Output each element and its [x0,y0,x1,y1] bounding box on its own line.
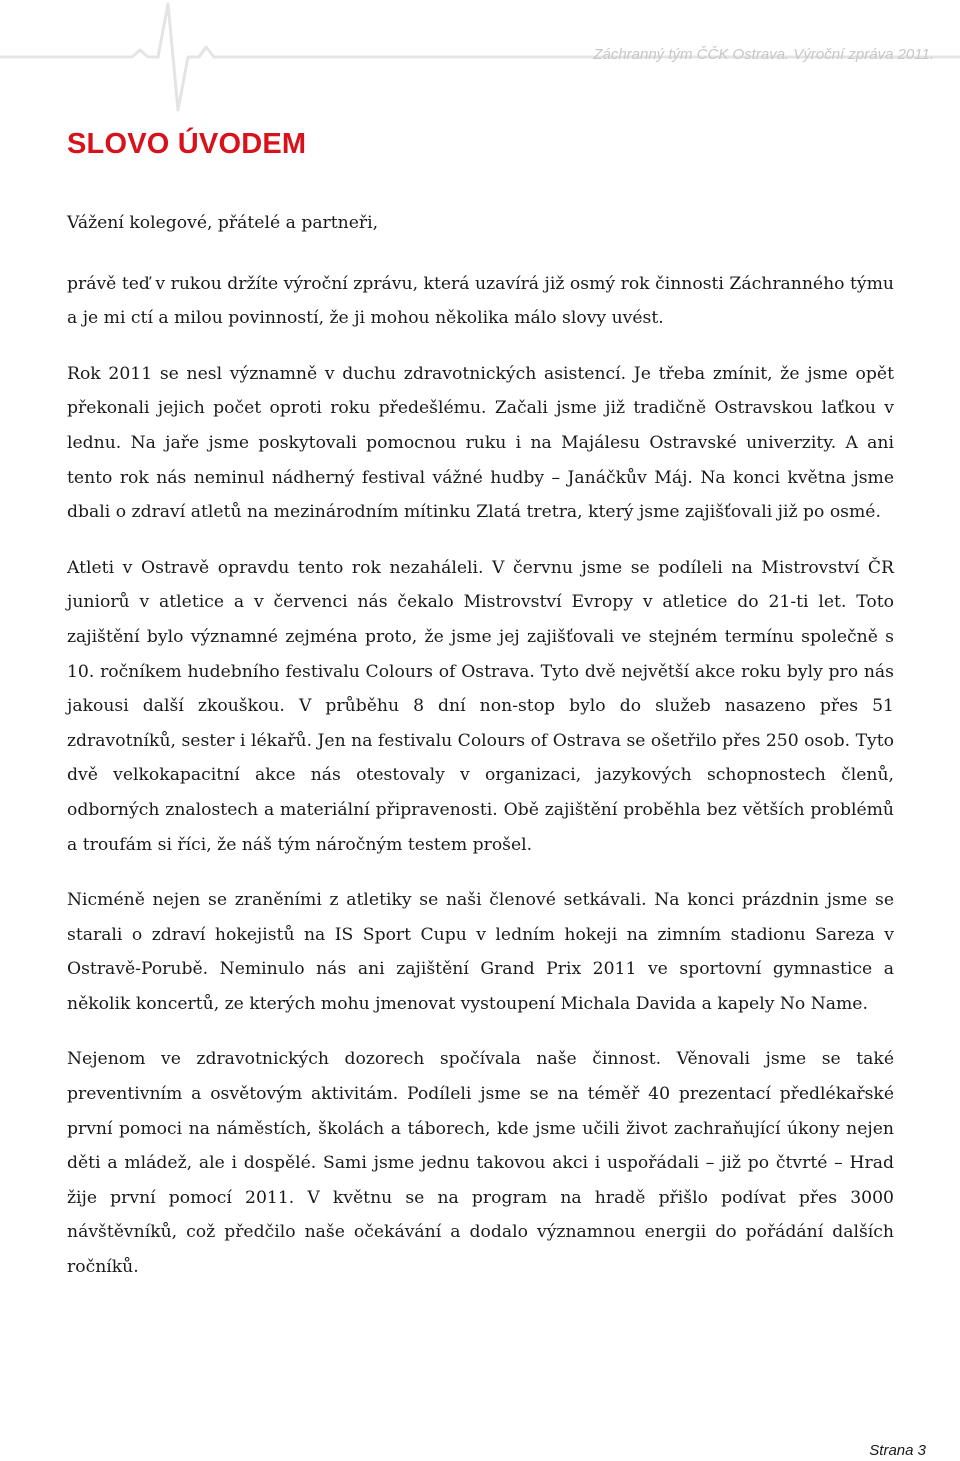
paragraph: Atleti v Ostravě opravdu tento rok nezaháleli. V červnu jsme se podíleli na Mistrovství ČR juniorů v atletice a v červenci nás čekalo Mistrovství Evropy v atletice do 21-ti let. Toto zajištění bylo významné zejména proto, že jsme jej zajišťovali ve stejném termínu společně s 10. ročníkem hudebního festivalu Colours of Ostrava. Tyto dvě největší akce roku byly pro nás jakousi další zkouškou. V průběhu 8 dní non-stop bylo do služeb nasazeno přes 51 zdravotníků, sester i lékařů. Jen na festivalu Colours of Ostrava se ošetřilo přes 250 osob. Tyto dvě velkokapacitní akce nás otestovaly v organizaci, jazykových schopnostech členů, odborných znalostech a materiální připravenosti. Obě zajištění proběhla bez větších problémů a troufám si říci, že náš tým náročným testem prošel. [67,557,894,855]
salutation: Vážení kolegové, přátelé a partneři, [67,213,379,233]
paragraph: Nejenom ve zdravotnických dozorech spočívala naše činnost. Věnovali jsme se také preventivním a osvětovým aktivitám. Podíleli jsme se na téměř 40 prezentací předlékařské první pomoci na náměstích, školách a táborech, kde jsme učili život zachraňující úkony nejen děti a mládež, ale i dospělé. Sami jsme jednu takovou akci i uspořádali – již po čtvrté – Hrad žije první pomocí 2011. V květnu se na program na hradě přišlo podívat přes 3000 návštěvníků, což předčilo naše očekávání a dodalo významnou energii do pořádání dalších ročníků. [67,1049,894,1278]
page-title: SLOVO ÚVODEM [67,128,307,160]
running-header: Záchranný tým ČČK Ostrava. Výroční zpráva 2011. [593,46,934,63]
page-number: Strana 3 [869,1442,926,1459]
paragraph: Rok 2011 se nesl významně v duchu zdravotnických asistencí. Je třeba zmínit, že jsme opět překonali jejich počet oproti roku předešlému. Začali jsme již tradičně Ostravskou laťkou v lednu. Na jaře jsme poskytovali pomocnou ruku i na Majálesu Ostravské univerzity. A ani tento rok nás neminul nádherný festival vážné hudby – Janáčkův Máj. Na konci května jsme dbali o zdraví atletů na mezinárodním mítinku Zlatá tretra, který jsme zajišťovali již po osmé. [67,363,894,523]
paragraph: Nicméně nejen se zraněními z atletiky se naši členové setkávali. Na konci prázdnin jsme se starali o zdraví hokejistů na IS Sport Cupu v ledním hokeji na zimním stadionu Sareza v Ostravě-Porubě. Neminulo nás ani zajištění Grand Prix 2011 ve sportovní gymnastice a několik koncertů, ze kterých mohu jmenovat vystoupení Michala Davida a kapely No Name. [67,890,894,1014]
body-text [67,206,894,1306]
ecg-heartbeat-line-icon [0,0,960,130]
paragraph: právě teď v rukou držíte výroční zprávu, která uzavírá již osmý rok činnosti Záchranného týmu a je mi ctí a milou povinností, že ji mohou několika málo slovy uvést. [67,273,894,329]
